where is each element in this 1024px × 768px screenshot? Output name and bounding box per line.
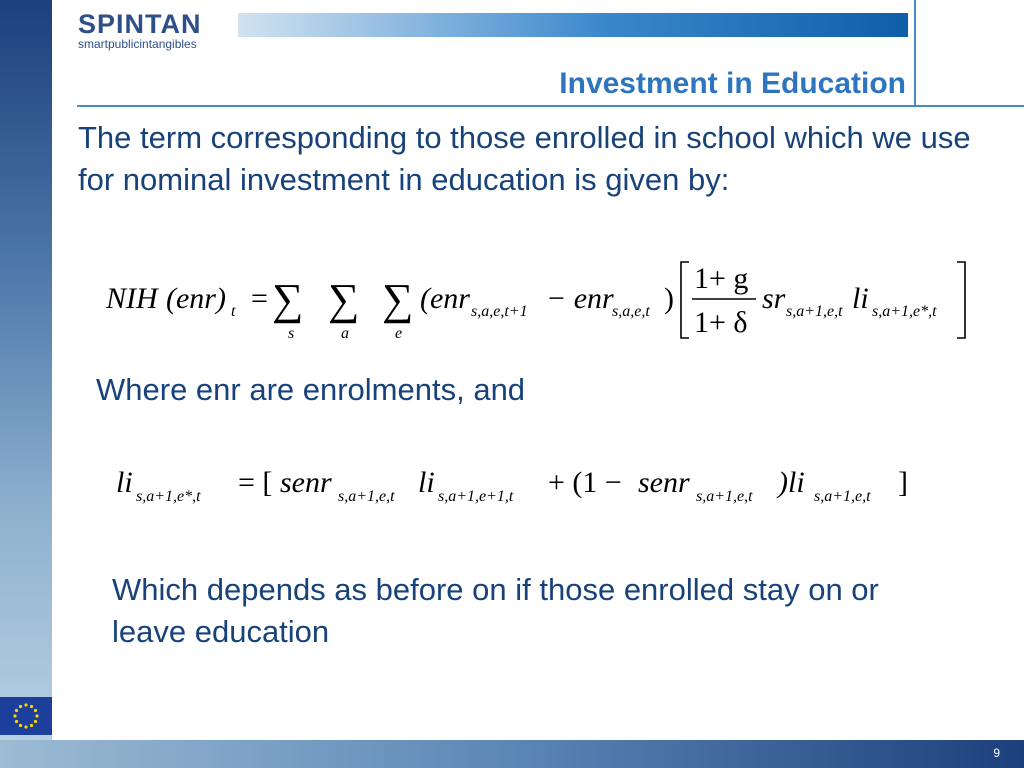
sum-index-s: s (288, 325, 295, 342)
li-symbol-1: li (418, 466, 435, 499)
header-divider (77, 105, 1024, 107)
sum-symbol-e: ∑ (382, 275, 414, 324)
page-number: 9 (993, 746, 1000, 760)
closing-paragraph: Which depends as before on if those enrolled stay on or leave education (112, 572, 879, 649)
right-bracket (957, 262, 965, 338)
sum-symbol-s: ∑ (272, 275, 304, 324)
equals-open-bracket: = [ (238, 466, 273, 499)
sum-index-a: a (341, 325, 349, 342)
li-subscript-2: s,a+1,e,t (814, 488, 871, 505)
logo-brand: SPINTAN (78, 9, 202, 39)
li-lhs-subscript: s,a+1,e*,t (136, 488, 201, 505)
enr-term-close: ) (664, 282, 674, 315)
equals-sign: = (251, 282, 268, 315)
sum-index-e: e (395, 325, 403, 342)
li-subscript: s,a+1,e*,t (872, 303, 937, 320)
header-vertical-divider (914, 0, 916, 106)
plus-open-paren: + (1 − (548, 466, 622, 499)
senr-subscript-2: s,a+1,e,t (696, 488, 753, 505)
sum-symbol-a: ∑ (328, 275, 360, 324)
enr-term-minus: − enr (546, 282, 614, 315)
senr-symbol-2: senr (638, 466, 690, 499)
header-gradient-band (238, 13, 908, 37)
where-paragraph: Where enr are enrolments, and (96, 372, 526, 407)
left-bracket (681, 262, 689, 338)
logo-tagline: smartpublicintangibles (78, 37, 197, 51)
close-bracket: ] (898, 466, 908, 499)
enr-term-open: (enr (420, 282, 470, 315)
nih-formula (100, 250, 980, 350)
fraction-denominator: 1+ δ (694, 306, 748, 339)
sr-symbol: sr (762, 282, 786, 315)
eu-flag-icon (0, 697, 52, 735)
nih-symbol: NIH (106, 282, 158, 315)
bottom-bar (0, 740, 1024, 768)
li-subscript-1: s,a+1,e+1,t (438, 488, 514, 505)
senr-subscript: s,a+1,e,t (338, 488, 395, 505)
senr-symbol: senr (280, 466, 332, 499)
li-formula (110, 460, 930, 510)
spintan-logo (78, 10, 238, 50)
close-paren-li: )li (778, 466, 805, 499)
fraction-numerator: 1+ g (694, 262, 749, 295)
li-lhs-symbol: li (116, 466, 133, 499)
slide-title: Investment in Education (559, 67, 906, 100)
sr-subscript: s,a+1,e,t (786, 303, 843, 320)
left-side-bar (0, 0, 52, 740)
enr-subscript-2: s,a,e,t (612, 303, 650, 320)
intro-paragraph: The term corresponding to those enrolled in school which we use for nominal investment in education is given by: (78, 120, 971, 197)
nih-argument: (enr) (166, 282, 226, 315)
li-symbol: li (852, 282, 869, 315)
enr-subscript-1: s,a,e,t+1 (471, 303, 528, 320)
nih-subscript: t (231, 303, 236, 320)
